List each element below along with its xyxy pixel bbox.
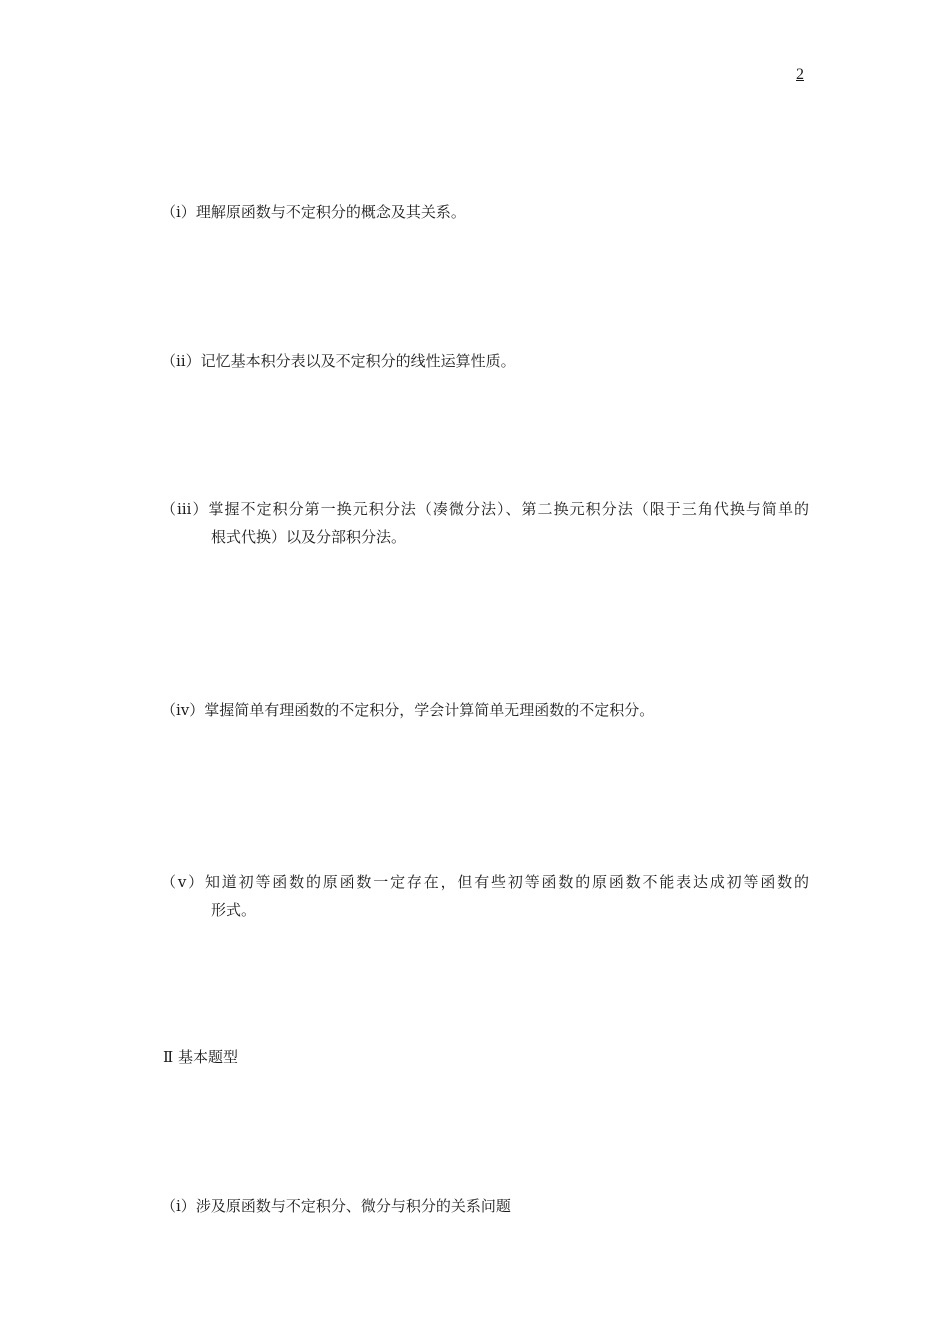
item-text: 掌握简单有理函数的不定积分，学会计算简单无理函数的不定积分。 — [204, 701, 655, 719]
item-text: 知道初等函数的原函数一定存在，但有些初等函数的原函数不能表达成初等函数的 — [204, 873, 809, 891]
item-line-1 — [161, 869, 809, 897]
requirement-item-2 — [161, 348, 809, 376]
requirement-item-1 — [161, 199, 809, 227]
item-line-2: 根式代换）以及分部积分法。 — [211, 528, 407, 546]
section-heading: Ⅱ 基本题型 — [163, 1048, 238, 1066]
item-marker: （ⅱ） — [161, 354, 201, 370]
item-marker: （ⅰ） — [161, 205, 196, 221]
item-marker: （ⅰ） — [161, 1199, 196, 1215]
item-marker: （ⅴ） — [161, 875, 205, 891]
item-marker: （ⅲ） — [161, 502, 209, 518]
question-type-item-1 — [161, 1193, 809, 1221]
item-text: 记忆基本积分表以及不定积分的线性运算性质。 — [200, 352, 516, 370]
item-text: 掌握不定积分第一换元积分法（凑微分法）、第二换元积分法（限于三角代换与简单的 — [208, 500, 809, 518]
item-text: 理解原函数与不定积分的概念及其关系。 — [195, 203, 466, 221]
requirement-item-3 — [161, 496, 809, 551]
item-line-1 — [161, 496, 809, 524]
page-number: 2 — [796, 66, 804, 83]
item-line-2: 形式。 — [211, 901, 257, 919]
requirement-item-5 — [161, 869, 809, 924]
item-marker: （ⅳ） — [161, 703, 205, 719]
item-text: 涉及原函数与不定积分、微分与积分的关系问题 — [195, 1197, 511, 1215]
requirement-item-4 — [161, 697, 809, 725]
